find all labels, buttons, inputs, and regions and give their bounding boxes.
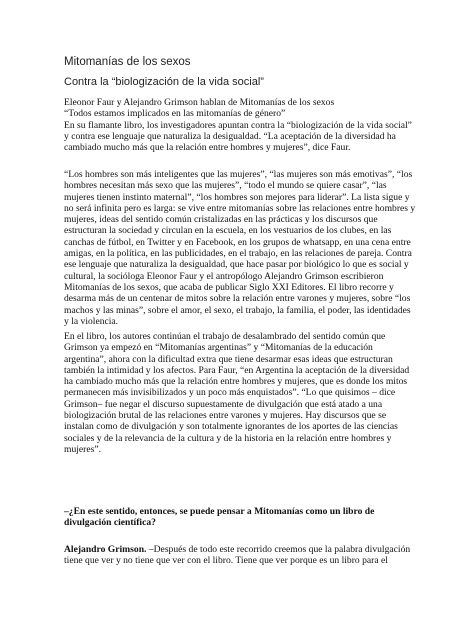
paragraph-2 (64, 331, 424, 455)
paragraph-line: no será infinita pero es larga: se vive entre mitomanías sobre las relaciones entre hombres y (64, 202, 416, 214)
paragraph-line: ha cambiado mucho más que la relación entre hombres y mujeres, que es donde los mitos (64, 376, 408, 388)
intro-line: y contra ese lenguaje que naturaliza la desigualdad. “La aceptación de la diversidad ha (64, 130, 396, 142)
paragraph-line: biologización brutal de las relaciones entre varones y mujeres. Hay discursos que se (64, 410, 387, 422)
paragraph-line: cultural, la socióloga Eleonor Faur y el antropólogo Alejandro Grimson escribieron (64, 270, 384, 282)
paragraph-line: y la violencia. (64, 315, 119, 327)
paragraph-line: hombres necesitan más sexo que las mujeres”, “todo el mundo se quiere casar”, “las (64, 180, 387, 192)
paragraph-line: machos y las minas”, sobre el amor, el sexo, el trabajo, la familia, el poder, las identidades (64, 304, 411, 316)
interview-answer (64, 544, 424, 567)
paragraph-line: ese lenguaje que naturaliza la desigualdad, que hace pasar por biológico lo que es social y (64, 259, 409, 271)
paragraph-line: argentina”, ahora con la dificultad extra que tiene desarmar esas ideas que estructuran (64, 353, 393, 365)
intro-line: “Todos estamos implicados en las mitomanías de género” (64, 108, 286, 120)
answer-line: tiene que ver y no tiene que ver con el libro. Tiene que ver porque es un libro para el (64, 555, 388, 567)
paragraph-line: mujeres tienen instinto maternal”, “los hombres son mejores para liderar”. La lista sigue y (64, 191, 410, 203)
question-line: divulgación científica? (64, 517, 156, 529)
paragraph-line: también la intimidad y los afectos. Para Faur, “en Argentina la aceptación de la diversidad (64, 364, 410, 376)
paragraph-line: desarma más de un centenar de mitos sobre la relación entre varones y mujeres, sobre “los (64, 293, 411, 305)
paragraph-line: Mitomanías de los sexos, que acaba de publicar Siglo XXI Editores. El libro recorre y (64, 281, 394, 293)
paragraph-line: estructuran la sociedad y circulan en la escuela, en los vestuarios de los clubes, en las (64, 225, 392, 237)
answer-text: –Después de todo este recorrido creemos que la palabra divulgación (146, 544, 411, 555)
paragraph-1 (64, 169, 424, 327)
paragraph-line: permanecen más invisibilizados y un poco más enquistados”. “Lo que quisimos – dice (64, 387, 396, 399)
intro-block (64, 97, 424, 153)
paragraph-line: instalan como de divulgación y son totalmente ignorantes de los aportes de las ciencias (64, 421, 398, 433)
paragraph-line: “Los hombres son más inteligentes que las mujeres”, “las mujeres son más emotivas”, “los (64, 169, 413, 180)
question-line: –¿En este sentido, entonces, se puede pensar a Mitomanías como un libro de (64, 506, 375, 517)
paragraph-line: Grimson ya empezó en “Mitomanías argentinas” y “Mitomanías de la educación (64, 342, 373, 354)
intro-line: cambiado mucho más que la relación entre hombres y mujeres”, dice Faur. (64, 142, 351, 154)
intro-line: En su flamante libro, los investigadores apuntan contra la “biologización de la vida social” (64, 119, 412, 131)
interview-question (64, 506, 424, 529)
answer-line (64, 544, 424, 555)
paragraph-line: canchas de fútbol, en Twitter y en Facebook, en los grupos de whatsapp, en una cena entre (64, 236, 411, 248)
answer-speaker: Alejandro Grimson. (64, 544, 147, 555)
paragraph-line: amigas, en la política, en las publicidades, en el trabajo, en las relaciones de pareja. Contra (64, 248, 412, 260)
paragraph-line: mujeres”. (64, 443, 102, 455)
document-subtitle: Contra la “biologización de la vida social” (64, 76, 264, 88)
paragraph-line: Grimson– fue negar el discurso supuestamente de divulgación que está atado a una (64, 398, 383, 410)
paragraph-line: En el libro, los autores continúan el trabajo de desalambrado del sentido común que (64, 331, 386, 342)
document-title: Mitomanías de los sexos (64, 56, 191, 68)
paragraph-line: mujeres, ideas del sentido común cristalizadas en las prácticas y los discursos que (64, 214, 378, 226)
intro-line: Eleonor Faur y Alejandro Grimson hablan de Mitomanías de los sexos (64, 97, 335, 108)
paragraph-line: sociales y de la relevancia de la cultura y de la historia en la relación entre hombres y (64, 432, 392, 444)
